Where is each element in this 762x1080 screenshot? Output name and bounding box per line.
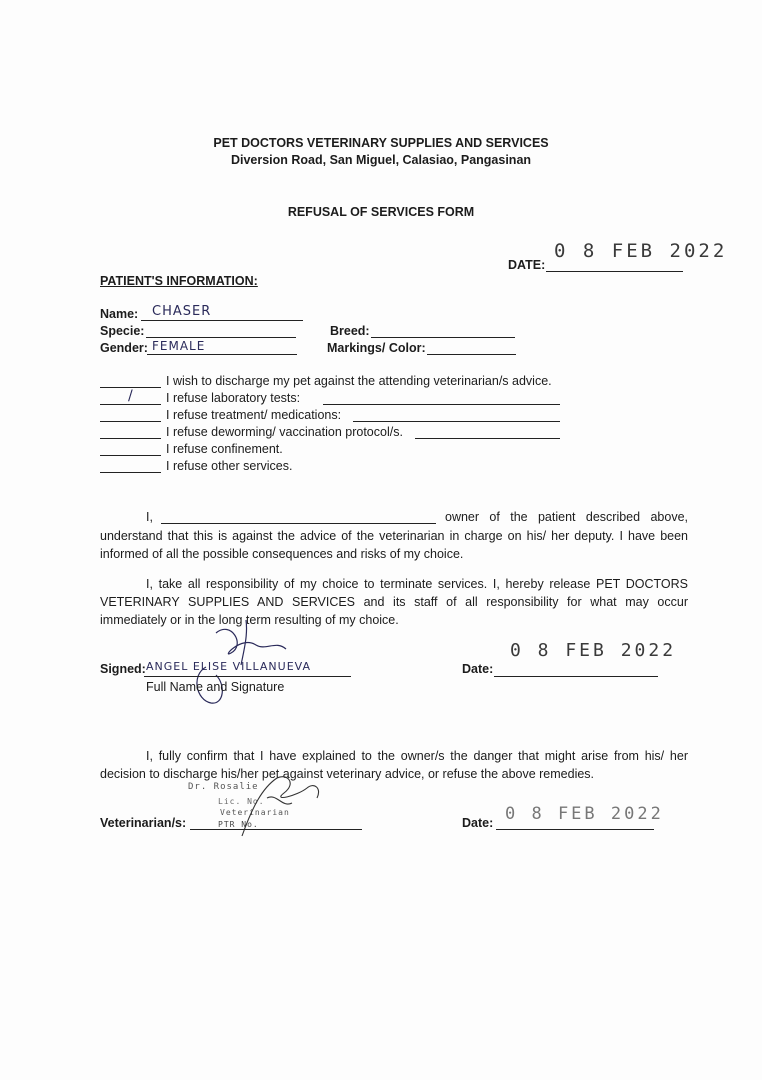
option-detail-line — [323, 404, 560, 405]
veterinarian-label: Veterinarian/s: — [100, 816, 187, 830]
vet-date-line[interactable] — [496, 829, 654, 830]
option-blank[interactable] — [100, 455, 161, 456]
date-label-top: DATE: — [508, 258, 546, 272]
gender-label: Gender: — [100, 341, 148, 355]
signature-caption: Full Name and Signature — [146, 680, 285, 694]
owner-statement-body: understand that this is against the advice of the veterinarian in charge on his/ her deputy. I have been informed of all the possible consequences and risks of my choice. — [100, 529, 688, 561]
specie-label: Specie: — [100, 324, 145, 338]
vet-stamp-title: Veterinarian — [220, 808, 290, 817]
form-title: REFUSAL OF SERVICES FORM — [287, 205, 475, 219]
signed-date-label: Date: — [462, 662, 494, 676]
option-text: I refuse other services. — [166, 459, 293, 473]
vet-date-label: Date: — [462, 816, 494, 830]
gender-line — [147, 354, 297, 355]
option-blank[interactable] — [100, 404, 161, 405]
vet-stamp-name: Dr. Rosalie — [188, 782, 259, 792]
signed-date-line[interactable] — [494, 676, 658, 677]
gender-value: FEMALE — [152, 339, 206, 353]
option-blank[interactable] — [100, 438, 161, 439]
option-checkmark: / — [128, 388, 134, 404]
owner-statement-end: owner of the patient described above, — [445, 510, 688, 524]
option-blank[interactable] — [100, 472, 161, 473]
breed-label: Breed: — [330, 324, 370, 338]
date-stamp-top: 0 8 FEB 2022 — [554, 240, 728, 262]
release-statement: I, take all responsibility of my choice to terminate services. I, hereby release PET DOCTORS VETERINARY SUPPLIES AND SERVICES and its staff of all responsibility for what may occur immediately or in the long term resulting of my choice. — [100, 577, 688, 627]
name-value: CHASER — [152, 304, 212, 319]
veterinarian-statement: I, fully confirm that I have explained to the owner/s the danger that might arise from his/ her decision to discharge his/her pet against veterinary advice, or refuse the above remedies. — [100, 749, 688, 781]
date-line-top — [546, 271, 683, 272]
option-text: I refuse laboratory tests: — [166, 391, 301, 405]
company-address: Diversion Road, San Miguel, Calasiao, Pangasinan — [230, 153, 532, 167]
option-text: I refuse confinement. — [166, 442, 283, 456]
breed-line — [371, 337, 515, 338]
signed-name-value: ANGEL ELISE VILLANUEVA — [146, 660, 311, 673]
date-stamp-signed: 0 8 FEB 2022 — [510, 640, 677, 661]
option-detail-line — [353, 421, 560, 422]
option-blank[interactable] — [100, 421, 161, 422]
name-label: Name: — [100, 307, 139, 321]
vet-signature-icon — [222, 768, 332, 838]
vet-stamp-ptr: PTR No. — [218, 820, 259, 829]
option-detail-line — [415, 438, 560, 439]
signed-label: Signed: — [100, 662, 146, 676]
vet-stamp-license: Lic. No. — [218, 797, 265, 806]
owner-name-line[interactable] — [161, 523, 436, 524]
signed-line[interactable] — [144, 676, 351, 677]
markings-line — [427, 354, 516, 355]
company-name: PET DOCTORS VETERINARY SUPPLIES AND SERVICES — [213, 136, 549, 150]
owner-statement-start: I, — [146, 510, 153, 524]
option-text: I wish to discharge my pet against the attending veterinarian/s advice. — [166, 374, 552, 388]
option-text: I refuse deworming/ vaccination protocol/s. — [166, 425, 403, 439]
markings-label: Markings/ Color: — [327, 341, 426, 355]
option-text: I refuse treatment/ medications: — [166, 408, 342, 422]
name-line — [141, 320, 303, 321]
date-stamp-vet: 0 8 FEB 2022 — [505, 804, 664, 824]
patient-section-title: PATIENT'S INFORMATION: — [100, 274, 258, 288]
veterinarian-line[interactable] — [190, 829, 362, 830]
specie-line — [146, 337, 296, 338]
